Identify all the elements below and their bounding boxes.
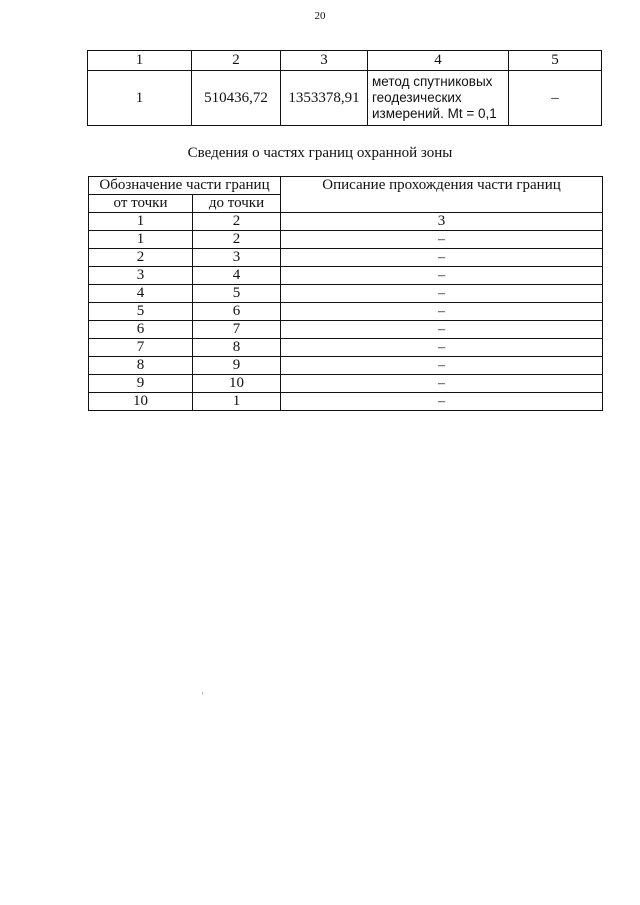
desc-cell: – bbox=[281, 285, 603, 303]
point-number-cell: 1 bbox=[88, 71, 192, 126]
scan-speck bbox=[202, 692, 203, 695]
coordinates-table bbox=[87, 50, 602, 126]
header-cell: 2 bbox=[192, 51, 281, 71]
number-cell: 1 bbox=[89, 213, 193, 231]
desc-cell: – bbox=[281, 249, 603, 267]
number-cell: 2 bbox=[193, 213, 281, 231]
header-cell: 1 bbox=[88, 51, 192, 71]
to-cell: 6 bbox=[193, 303, 281, 321]
method-line: геодезических bbox=[372, 90, 462, 105]
coordinates-header-row bbox=[88, 51, 602, 71]
from-cell: 6 bbox=[89, 321, 193, 339]
header-group-cell: Обозначение части границ bbox=[89, 177, 281, 195]
table-row bbox=[89, 231, 603, 249]
method-line: метод спутниковых bbox=[372, 74, 493, 89]
desc-cell: – bbox=[281, 303, 603, 321]
y-coordinate-cell: 1353378,91 bbox=[281, 71, 368, 126]
header-from-cell: от точки bbox=[89, 195, 193, 213]
to-cell: 2 bbox=[193, 231, 281, 249]
note-cell: – bbox=[509, 71, 602, 126]
from-cell: 7 bbox=[89, 339, 193, 357]
header-cell: 5 bbox=[509, 51, 602, 71]
to-cell: 8 bbox=[193, 339, 281, 357]
table-row bbox=[89, 285, 603, 303]
from-cell: 2 bbox=[89, 249, 193, 267]
desc-cell: – bbox=[281, 321, 603, 339]
desc-cell: – bbox=[281, 375, 603, 393]
table-row bbox=[89, 267, 603, 285]
coordinates-data-row bbox=[88, 71, 602, 126]
page-number: 20 bbox=[314, 10, 326, 22]
table-row bbox=[89, 321, 603, 339]
table-row bbox=[89, 249, 603, 267]
header-cell: 3 bbox=[281, 51, 368, 71]
to-cell: 7 bbox=[193, 321, 281, 339]
to-cell: 3 bbox=[193, 249, 281, 267]
from-cell: 5 bbox=[89, 303, 193, 321]
to-cell: 10 bbox=[193, 375, 281, 393]
desc-cell: – bbox=[281, 357, 603, 375]
from-cell: 10 bbox=[89, 393, 193, 411]
from-cell: 8 bbox=[89, 357, 193, 375]
boundary-parts-table bbox=[88, 176, 603, 411]
desc-cell: – bbox=[281, 267, 603, 285]
header-to-cell: до точки bbox=[193, 195, 281, 213]
table-row bbox=[89, 357, 603, 375]
to-cell: 9 bbox=[193, 357, 281, 375]
to-cell: 4 bbox=[193, 267, 281, 285]
table-row bbox=[89, 375, 603, 393]
desc-cell: – bbox=[281, 393, 603, 411]
desc-cell: – bbox=[281, 231, 603, 249]
x-coordinate-cell: 510436,72 bbox=[192, 71, 281, 126]
to-cell: 5 bbox=[193, 285, 281, 303]
method-line: измерений. Mt = 0,1 bbox=[372, 106, 497, 121]
section-title: Сведения о частях границ охранной зоны bbox=[187, 145, 453, 161]
from-cell: 1 bbox=[89, 231, 193, 249]
from-cell: 4 bbox=[89, 285, 193, 303]
from-cell: 3 bbox=[89, 267, 193, 285]
header-desc-cell: Описание прохождения части границ bbox=[281, 177, 603, 213]
table-row bbox=[89, 339, 603, 357]
desc-cell: – bbox=[281, 339, 603, 357]
parts-header-row bbox=[89, 177, 603, 195]
parts-number-row bbox=[89, 213, 603, 231]
method-cell bbox=[368, 71, 509, 126]
to-cell: 1 bbox=[193, 393, 281, 411]
table-row bbox=[89, 303, 603, 321]
number-cell: 3 bbox=[281, 213, 603, 231]
header-cell: 4 bbox=[368, 51, 509, 71]
table-row bbox=[89, 393, 603, 411]
from-cell: 9 bbox=[89, 375, 193, 393]
